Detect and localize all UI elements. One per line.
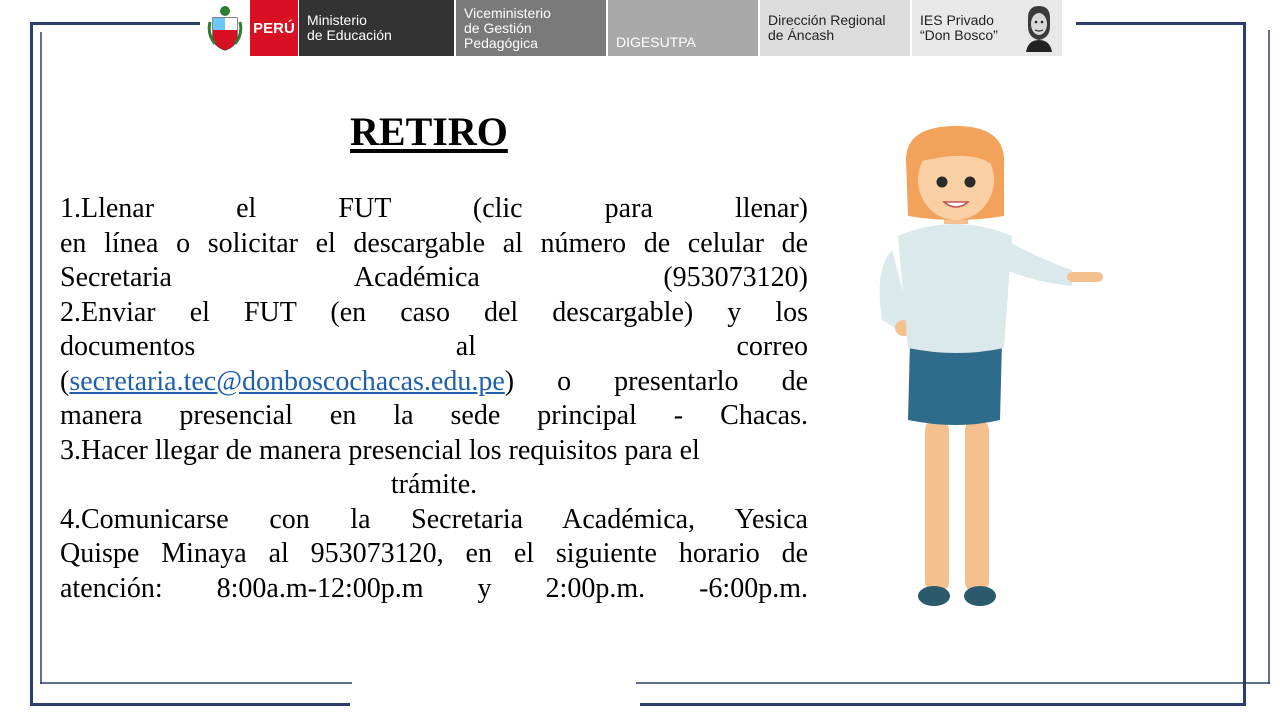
peru-coat-of-arms-icon bbox=[200, 0, 250, 56]
step-1-line-2: en línea o solicitar el descargable al número de celular de bbox=[60, 227, 808, 259]
frame-inner-right bbox=[1268, 30, 1270, 684]
woman-pointing-illustration bbox=[862, 120, 1112, 615]
step-3-line-1: 3.Hacer llegar de manera presencial los requisitos para el bbox=[60, 434, 700, 466]
header-banner bbox=[200, 0, 1062, 56]
institute-label: IES Privado “Don Bosco” bbox=[910, 0, 1062, 56]
instructions bbox=[60, 192, 808, 606]
frame-inner-bottom-left bbox=[40, 682, 352, 684]
frame-top-right bbox=[1076, 22, 1246, 25]
don-bosco-portrait-icon bbox=[1024, 4, 1054, 52]
office-label: DIGESUTPA bbox=[606, 0, 758, 56]
email-link[interactable]: secretaria.tec@donboscochacas.edu.pe bbox=[69, 365, 505, 397]
frame-inner-left bbox=[40, 32, 42, 684]
frame-left bbox=[30, 22, 33, 706]
regional-label: Dirección Regional de Áncash bbox=[758, 0, 910, 56]
step-2-line-3: (secretaria.tec@donboscochacas.edu.pe) o presentarlo de bbox=[60, 365, 808, 397]
frame-bottom-left bbox=[30, 703, 350, 706]
viceministry-label: Viceministerio de Gestión Pedagógica bbox=[454, 0, 606, 56]
frame-bottom-right bbox=[640, 703, 1246, 706]
step-1-line-1[interactable]: 1.Llenar el FUT (clic para llenar) bbox=[60, 193, 808, 224]
step-1-line-3: Secretaria Académica (953073120) bbox=[60, 262, 808, 293]
frame-right bbox=[1243, 22, 1246, 706]
step-2-line-4: manera presencial en la sede principal - Chacas. bbox=[60, 400, 808, 431]
step-2-line-1: 2.Enviar el FUT (en caso del descargable) y los bbox=[60, 296, 808, 328]
page-title: RETIRO bbox=[350, 109, 508, 154]
step-4-line-1: 4.Comunicarse con la Secretaria Académica, Yesica bbox=[60, 503, 808, 535]
peru-label: PERÚ bbox=[250, 0, 298, 56]
step-3-line-2: trámite. bbox=[390, 469, 478, 500]
ministry-label: Ministerio de Educación bbox=[298, 0, 454, 56]
frame-inner-bottom-right bbox=[636, 682, 1270, 684]
step-2-line-2: documentos al correo bbox=[60, 331, 808, 362]
step-4-line-3: atención: 8:00a.m-12:00p.m y 2:00p.m. -6:00p.m. bbox=[60, 572, 808, 604]
step-4-line-2: Quispe Minaya al 953073120, en el siguiente horario de bbox=[60, 538, 808, 569]
frame-top-left bbox=[30, 22, 200, 25]
